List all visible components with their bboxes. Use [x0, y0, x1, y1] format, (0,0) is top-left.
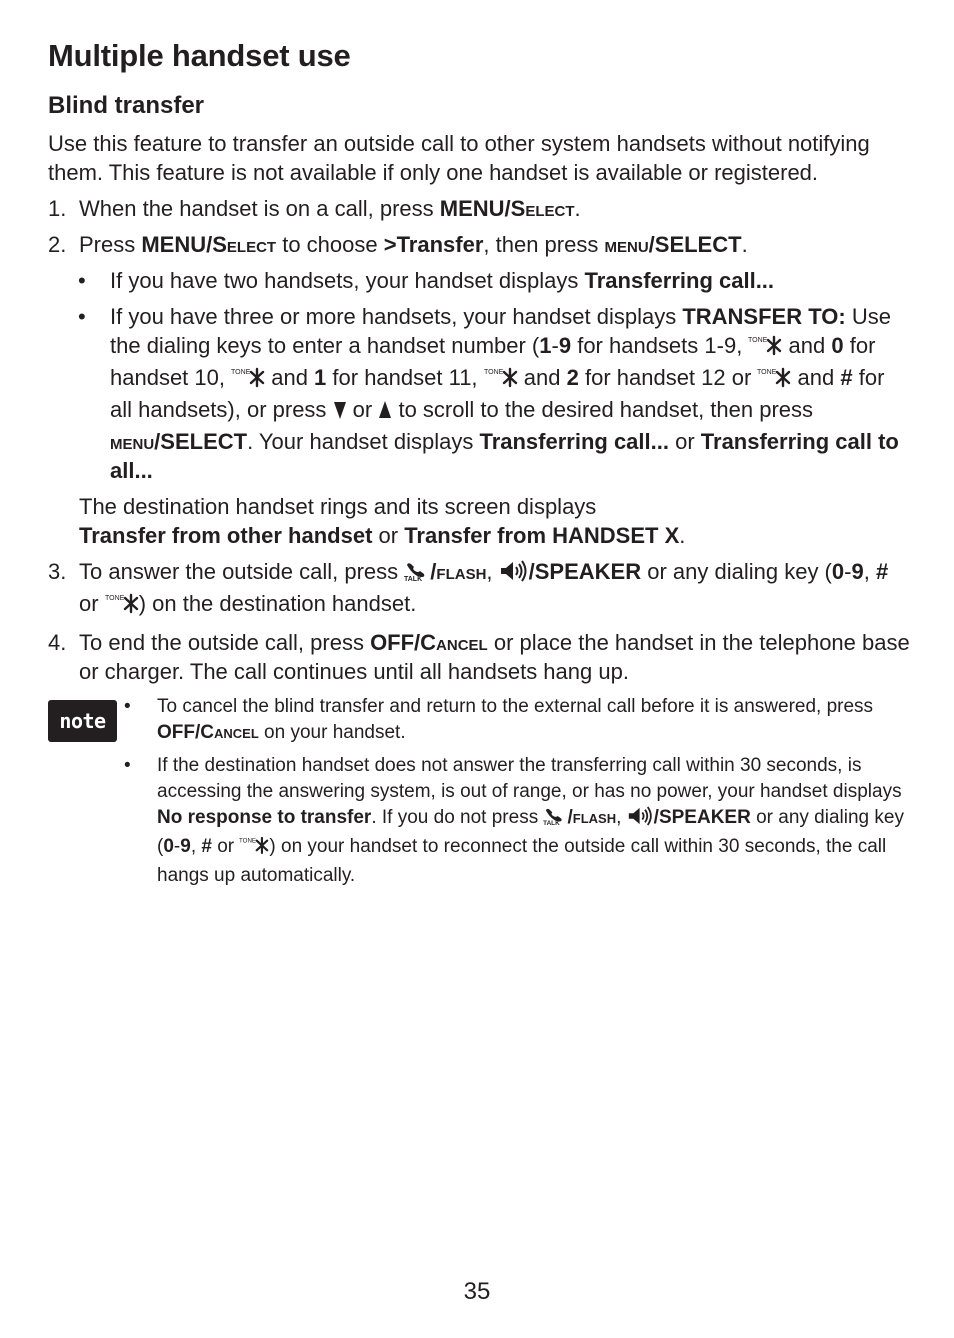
key-digit: 9: [851, 559, 864, 584]
step-1: [48, 194, 910, 223]
note-text: . If you do not press: [371, 807, 544, 828]
bullet-text: for handset 10,: [110, 333, 876, 390]
tone-star-icon: [231, 366, 265, 395]
key-menu: MENU/: [141, 232, 213, 257]
speaker-icon: [627, 806, 654, 834]
bullet-text: to scroll to the desired handset, then press: [392, 397, 814, 422]
intro-paragraph: Use this feature to transfer an outside call to other system handsets without notifying them. This feature is not available if only one handset is available or registered.: [48, 131, 870, 185]
key-flash: flash: [572, 807, 617, 828]
note-text: ,: [190, 836, 202, 857]
step-4: [48, 628, 910, 686]
menu-transfer: >Transfer: [383, 232, 484, 257]
page-number: 35: [463, 1278, 491, 1305]
bullet-text: If you have two handsets, your handset displays: [110, 268, 585, 293]
tone-label: TONE: [748, 337, 768, 344]
key-menu: MENU/: [439, 196, 511, 221]
bullet-text: for all handsets), or press: [110, 365, 885, 422]
note-item-cancel: [124, 694, 910, 746]
bullet-text: for handset 12 or: [578, 365, 758, 390]
key-select: /SELECT: [648, 232, 742, 257]
note-text: or any dialing key (: [157, 807, 904, 857]
tone-star-icon: [105, 592, 139, 621]
key-off: OFF/: [157, 722, 201, 743]
step-text: To answer the outside call, press: [79, 559, 405, 584]
tone-label: TONE: [483, 369, 503, 376]
step-text: -: [844, 559, 852, 584]
speaker-icon: [499, 560, 529, 589]
display-text: Transferring call...: [479, 429, 669, 454]
step-text: ) on the destination handset.: [138, 591, 417, 616]
tone-star-icon: [748, 334, 782, 363]
bullet-text: . Your handset displays: [247, 429, 480, 454]
step-number: 3.: [48, 559, 67, 584]
bullet-three-handsets: [48, 302, 910, 485]
key-digit: 2: [566, 365, 579, 390]
up-arrow-icon: [378, 398, 392, 427]
step-number: 2.: [48, 232, 67, 257]
down-arrow-icon: [333, 398, 347, 427]
key-slash: /: [567, 807, 573, 828]
note-text: To cancel the blind transfer and return to the external call before it is answered, press: [157, 696, 874, 717]
key-speaker: /SPEAKER: [653, 807, 751, 828]
dest-text: The destination handset rings and its screen displays: [79, 494, 597, 519]
key-cancel: Cancel: [420, 630, 488, 655]
key-pound: #: [840, 365, 853, 390]
step-text: To end the outside call, press: [79, 630, 371, 655]
key-digit: 9: [558, 333, 572, 358]
bullet-text: or: [668, 429, 701, 454]
step-2: [48, 230, 910, 259]
display-text: Transfer from HANDSET X: [404, 523, 680, 548]
display-text: No response to transfer: [157, 807, 372, 828]
tone-label: TONE: [757, 369, 777, 376]
step-text: ,: [486, 559, 499, 584]
key-digit: 1: [539, 333, 552, 358]
key-digit: 0: [831, 559, 845, 584]
talk-phone-icon: [404, 560, 430, 589]
note-text: If the destination handset does not answer the transferring call within 30 seconds, is accessing the answering system, is out of range, or has no power, your handset displays: [157, 755, 902, 802]
key-select: /SELECT: [154, 429, 248, 454]
key-speaker: /SPEAKER: [528, 559, 642, 584]
content: [48, 129, 910, 693]
bullet-text: or: [346, 397, 379, 422]
bullet-text: for handsets 1-9,: [571, 333, 749, 358]
step-text: ,: [863, 559, 876, 584]
bullet-text: Use the dialing keys to enter a handset number (: [110, 304, 891, 358]
bullet-text: -: [551, 333, 559, 358]
note-text: ) on your handset to reconnect the outside call within 30 seconds, the call hangs up automatically.: [157, 836, 887, 886]
bullet-text: for handset 11,: [326, 365, 484, 390]
bullet-dot: •: [124, 696, 131, 717]
section-title: Blind transfer: [48, 92, 205, 119]
key-menu-small: menu: [110, 429, 155, 454]
talk-label: TALK: [543, 820, 561, 826]
bullet-text: and: [782, 333, 832, 358]
key-menu-small: menu: [604, 232, 649, 257]
step-text: .: [741, 232, 748, 257]
bullet-text: and: [265, 365, 315, 390]
tone-star-icon: [239, 835, 269, 863]
key-pound: #: [875, 559, 889, 584]
tone-label: TONE: [104, 595, 125, 602]
talk-phone-icon: [543, 806, 567, 834]
note-text: on your handset.: [258, 722, 406, 743]
step-number: 4.: [48, 630, 67, 655]
tone-star-icon: [757, 366, 791, 395]
tone-star-icon: [484, 366, 518, 395]
bullet-two-handsets: [48, 266, 910, 295]
key-slash: /: [430, 559, 437, 584]
note-text: or: [211, 836, 240, 857]
display-text: Transfer from other handset: [79, 523, 373, 548]
step-3: [48, 557, 910, 621]
key-cancel: Cancel: [200, 722, 259, 743]
note-text: -: [173, 836, 181, 857]
key-digit: 0: [163, 836, 174, 857]
note-list: [124, 694, 910, 896]
note-text: ,: [616, 807, 627, 828]
bullet-dot: •: [124, 755, 131, 776]
bullet-text: If you have three or more handsets, your handset displays: [110, 304, 683, 329]
dest-text: or: [372, 523, 405, 548]
key-flash: flash: [436, 559, 487, 584]
step-text: to choose: [276, 232, 384, 257]
dest-text: .: [679, 523, 686, 548]
step-text: , then press: [483, 232, 605, 257]
display-text: Transferring call...: [584, 268, 775, 293]
bullet-dot: •: [78, 268, 86, 293]
page-title: Multiple handset use: [48, 38, 351, 73]
key-select: Select: [212, 232, 277, 257]
step-text: When the handset is on a call, press: [79, 196, 440, 221]
display-text: Transferring call to all...: [110, 429, 899, 483]
tone-label: TONE: [231, 369, 251, 376]
key-digit: 1: [314, 365, 327, 390]
tone-label: TONE: [239, 837, 257, 845]
step-text: .: [574, 196, 581, 221]
step-text: or any dialing key (: [641, 559, 832, 584]
bullet-text: and: [791, 365, 841, 390]
key-select: Select: [510, 196, 575, 221]
key-digit: 0: [831, 333, 844, 358]
key-digit: 9: [180, 836, 191, 857]
step-text: or place the handset in the telephone base or charger. The call continues until all handsets hang up.: [79, 630, 910, 684]
display-text: TRANSFER TO:: [682, 304, 846, 329]
step-text: or: [79, 591, 105, 616]
note-item-no-response: [124, 753, 910, 889]
step-number: 1.: [48, 196, 67, 221]
key-off: OFF/: [370, 630, 421, 655]
note-badge: note: [48, 700, 117, 742]
key-pound: #: [201, 836, 212, 857]
step-text: Press: [79, 232, 142, 257]
talk-label: TALK: [404, 576, 423, 582]
bullet-dot: •: [78, 304, 86, 329]
destination-paragraph: [48, 492, 910, 550]
bullet-text: and: [517, 365, 567, 390]
